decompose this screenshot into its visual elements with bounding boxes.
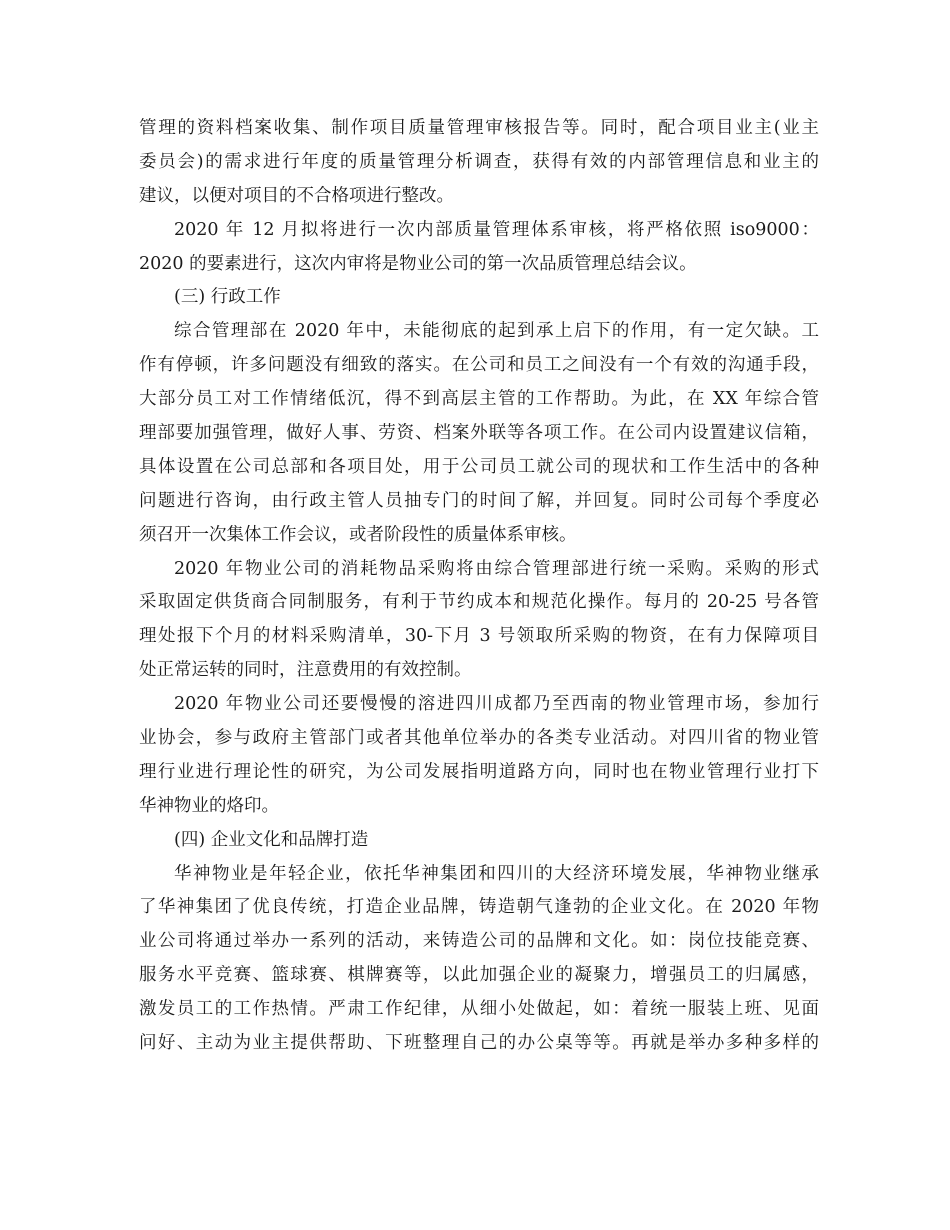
text-line: 理行业进行理论性的研究，为公司发展指明道路方向，同时也在物业管理行业打下 (139, 761, 819, 782)
text-line: 作有停顿，许多问题没有细致的落实。在公司和员工之间没有一个有效的沟通手段， (139, 355, 819, 376)
text-line: 理处报下个月的材料采购清单，30-下月 3 号领取所采购的物资，在有力保障项目 (139, 626, 819, 647)
text-line: 服务水平竞赛、篮球赛、棋牌赛等，以此加强企业的凝聚力，增强员工的归属感， (139, 965, 819, 986)
text-line: 2020 年 12 月拟将进行一次内部质量管理体系审核，将严格依照 iso9000： (174, 219, 819, 240)
text-line: 采取固定供货商合同制服务，有利于节约成本和规范化操作。每月的 20-25 号各管 (139, 592, 819, 613)
text-line: 须召开一次集体工作会议，或者阶段性的质量体系审核。 (139, 524, 577, 545)
section-heading: (三) 行政工作 (174, 287, 281, 308)
section-heading: (四) 企业文化和品牌打造 (174, 829, 369, 850)
text-line: 问好、主动为业主提供帮助、下班整理自己的办公桌等等。再就是举办多种多样的 (139, 1033, 819, 1054)
text-line: 问题进行咨询，由行政主管人员抽专门的时间了解，并回复。同时公司每个季度必 (139, 490, 819, 511)
text-line: 大部分员工对工作情绪低沉，得不到高层主管的工作帮助。为此，在 XX 年综合管 (139, 389, 819, 410)
text-line: 业协会，参与政府主管部门或者其他单位举办的各类专业活动。对四川省的物业管 (139, 728, 819, 749)
text-line: 具体设置在公司总部和各项目处，用于公司员工就公司的现状和工作生活中的各种 (139, 456, 819, 477)
text-line: 处正常运转的同时，注意费用的有效控制。 (139, 660, 472, 681)
text-line: 华神物业的烙印。 (139, 795, 279, 816)
text-line: 2020 年物业公司还要慢慢的溶进四川成都乃至西南的物业管理市场，参加行 (174, 694, 819, 715)
text-line: 建议，以便对项目的不合格项进行整改。 (139, 185, 454, 206)
text-line: 综合管理部在 2020 年中，未能彻底的起到承上启下的作用，有一定欠缺。工 (174, 321, 819, 342)
text-line: 华神物业是年轻企业，依托华神集团和四川的大经济环境发展，华神物业继承 (174, 863, 819, 884)
text-line: 管理的资料档案收集、制作项目质量管理审核报告等。同时，配合项目业主(业主 (139, 118, 819, 138)
text-line: 2020 年物业公司的消耗物品采购将由综合管理部进行统一采购。采购的形式 (174, 558, 819, 579)
text-line: 委员会)的需求进行年度的质量管理分析调查，获得有效的内部管理信息和业主的 (139, 151, 819, 172)
text-line: 2020 的要素进行，这次内审将是物业公司的第一次品质管理总结会议。 (139, 253, 697, 274)
text-line: 激发员工的工作热情。严肃工作纪律，从细小处做起，如：着统一服装上班、见面 (139, 999, 819, 1020)
text-line: 理部要加强管理，做好人事、劳资、档案外联等各项工作。在公司内设置建议信箱， (139, 423, 819, 444)
text-line: 业公司将通过举办一系列的活动，来铸造公司的品牌和文化。如：岗位技能竞赛、 (139, 931, 819, 952)
document-body (139, 112, 819, 1061)
text-line: 了华神集团了优良传统，打造企业品牌，铸造朝气逢勃的企业文化。在 2020 年物 (139, 897, 819, 918)
